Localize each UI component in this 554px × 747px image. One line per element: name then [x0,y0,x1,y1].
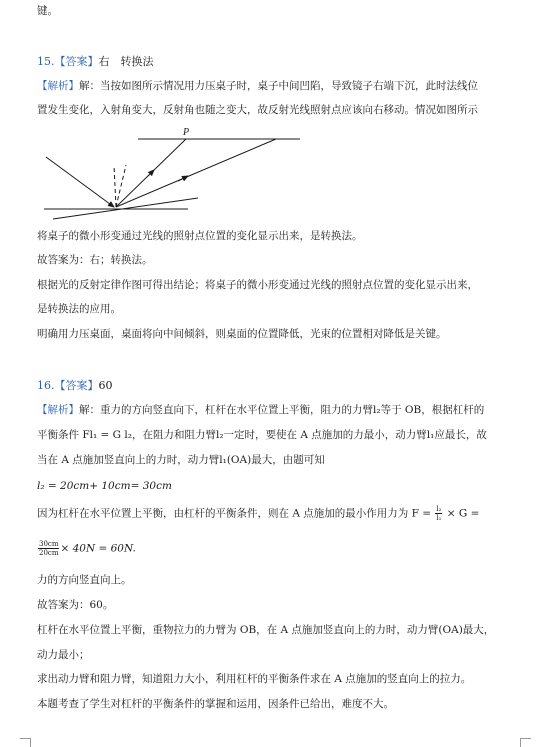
q16-analysis-line-3: 当在 A 点施加竖直向上的力时，动力臂l₁(OA)最大，由题可知 [37,454,325,466]
q16-after-3: 杠杆在水平位置上平衡，重物拉力的力臂为 OB，在 A 点施加竖直向上的力时，动力臂(OA)最大， [37,624,495,636]
q15-analysis-tag: 【解析】 [37,80,79,92]
q15-answer: 右 转换法 [98,55,154,68]
q16-after-6: 本题考查了学生对杠杆的平衡条件的掌握和运用，因条件已给出，难度不大。 [37,698,394,710]
crop-mark-left [20,738,31,747]
normal-line-2 [116,165,126,207]
point-p-label: P [183,127,190,138]
fraction-30-over-20: $\frac{30cm}{20cm}$ [39,540,59,557]
q15-number: 15. [37,55,55,68]
q16-answer: 60 [98,379,113,392]
q16-analysis-line-1: 【解析】解：重力的方向竖直向下，杠杆在水平位置上平衡，阻力的力臂l₂等于 OB，根据杠杆的 [37,404,485,416]
q15-after-4: 是转换法的应用。 [37,303,121,315]
q16-after-4: 动力最小； [37,649,90,661]
q16-analysis-line-2: 平衡条件 Fl₁ = G l₂，在阻力和阻力臂l₂一定时，要使在 A 点施加的力最小，动力臂l₁应最长，故 [37,429,487,441]
q15-analysis-line-2: 置发生变化，入射角变大，反射角也随之变大，故反射光线照射点应该向右移动。情况如图所示 [37,104,478,116]
q15-after-5: 明确用力压桌面，桌面将向中间倾斜，则桌面的位置降低，光束的位置相对降低是关键。 [37,328,447,340]
q16-after-5: 求出动力臂和阻力臂，知道阻力大小，利用杠杆的平衡条件求在 A 点施加的竖直向上的拉力。 [37,673,472,685]
q15-after-3: 根据光的反射定律作图可得出结论；将桌子的微小形变通过光线的照射点位置的变化显示出来， [37,279,478,291]
q15-after-2: 故答案为：右；转换法。 [37,254,153,266]
q16-after-2: 故答案为：60。 [37,599,114,611]
q16-analysis-line-4: 因为杠杆在水平位置上平衡，由杠杆的平衡条件，则在 A 点施加的最小作用力为 F = $\frac{\text{l₂}}{\text{l₁}}$ × G = [37,505,480,522]
incident-ray [46,157,114,207]
q16-header [37,379,113,393]
q15-header [37,55,154,69]
fraction-l2-over-l1: $\frac{\text{l₂}}{\text{l₁}}$ [436,505,442,522]
q15-analysis-line-1: 【解析】解：当按如图所示情况用力压桌子时，桌子中间凹陷，导致镜子右端下沉，此时法线位 [37,80,478,92]
q16-formula-l2: l₂ = 20cm+ 10cm= 30cm [37,480,172,492]
top-fragment: 键。 [37,5,58,17]
reflected-ray-2 [116,139,276,207]
q16-analysis-tag: 【解析】 [37,404,79,416]
q16-after-1: 力的方向竖直向上。 [37,574,132,586]
q15-after-1: 将桌子的微小形变通过光线的照射点位置的变化显示出来，是转换法。 [37,230,363,242]
reflection-diagram [38,127,308,222]
normal-line-1 [114,165,116,207]
crop-mark-right [520,738,531,747]
q16-analysis-line-5: $\frac{30cm}{20cm}$ × 40N = 60N. [39,540,136,557]
q15-answer-tag: 【答案】 [54,55,99,68]
q16-answer-tag: 【答案】 [54,379,99,392]
q16-number: 16. [37,379,55,392]
